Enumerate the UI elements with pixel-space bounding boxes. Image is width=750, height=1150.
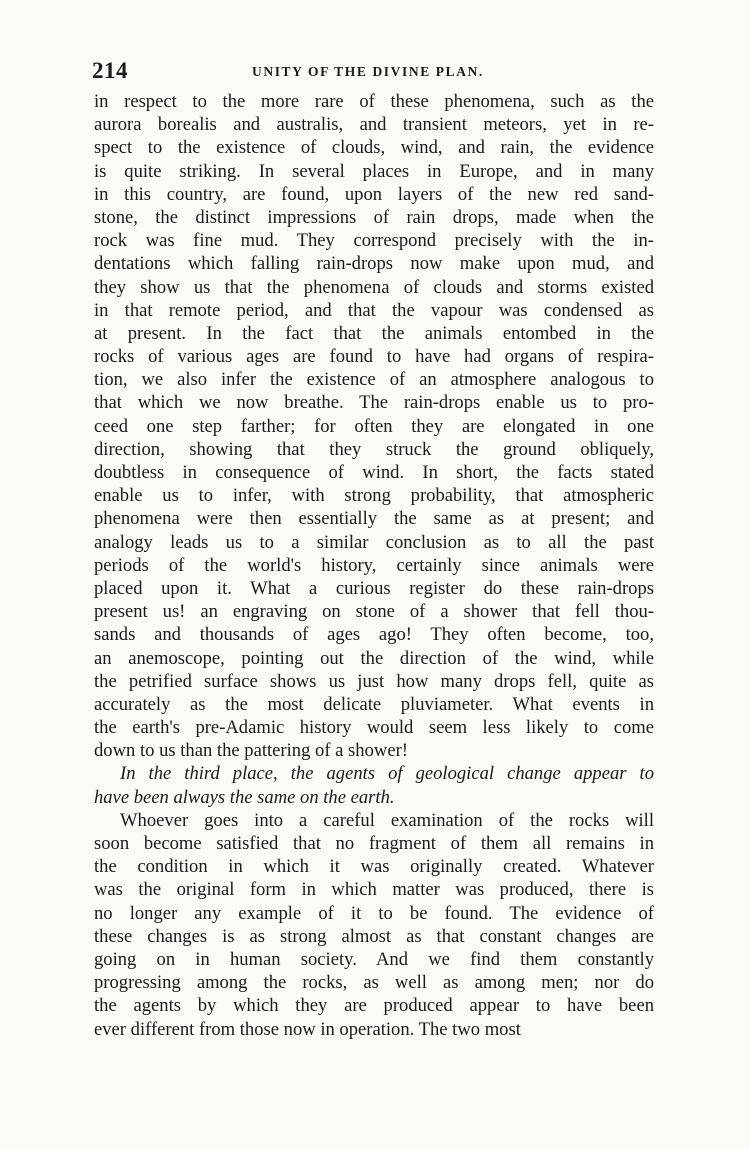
text-line: these changes is as strong almost as that constant changes are [94, 925, 654, 947]
text-line: phenomena were then essentially the same as at present; and [94, 508, 654, 530]
text-line: going on in human society. And we find them constantly [94, 948, 654, 970]
running-head [92, 58, 654, 88]
text-line: accurately as the most delicate pluviameter. What events in [94, 693, 654, 715]
text-line: the earth's pre-Adamic history would seem less likely to come [94, 717, 654, 739]
text-line: the agents by which they are produced appear to have been [94, 995, 654, 1017]
text-line: have been always the same on the earth. [94, 786, 395, 808]
text-line: direction, showing that they struck the ground obliquely, [94, 438, 654, 460]
text-line: stone, the distinct impressions of rain drops, made when the [94, 206, 654, 228]
text-line: progressing among the rocks, as well as among men; nor do [94, 972, 654, 994]
text-line: rocks of various ages are found to have had organs of respira- [94, 346, 654, 368]
text-line: the petrified surface shows us just how many drops fell, quite as [94, 670, 654, 692]
text-line: tion, we also infer the existence of an atmosphere analogous to [94, 369, 654, 391]
body-text [94, 90, 654, 1041]
text-line: placed upon it. What a curious register do these rain-drops [94, 577, 654, 599]
text-line: the condition in which it was originally created. Whatever [94, 856, 654, 878]
text-line: is quite striking. In several places in Europe, and in many [94, 160, 654, 182]
text-line: no longer any example of it to be found. The evidence of [94, 902, 654, 924]
text-line: down to us than the pattering of a shower! [94, 740, 408, 762]
text-line: rock was fine mud. They correspond precisely with the in- [94, 230, 654, 252]
text-line: Whoever goes into a careful examination of the rocks will [120, 809, 654, 831]
text-line: enable us to infer, with strong probability, that atmospheric [94, 485, 654, 507]
text-line: ever different from those now in operation. The two most [94, 1018, 521, 1040]
text-line: at present. In the fact that the animals entombed in the [94, 322, 654, 344]
text-line: In the third place, the agents of geological change appear to [120, 763, 654, 785]
text-line: spect to the existence of clouds, wind, and rain, the evidence [94, 137, 654, 159]
text-line: analogy leads us to a similar conclusion as to all the past [94, 531, 654, 553]
text-line: periods of the world's history, certainly since animals were [94, 554, 654, 576]
text-line: that which we now breathe. The rain-drops enable us to pro- [94, 392, 654, 414]
page-number: 214 [92, 58, 128, 83]
text-line: was the original form in which matter was produced, there is [94, 879, 654, 901]
running-title: UNITY OF THE DIVINE PLAN. [252, 64, 484, 79]
text-line: in that remote period, and that the vapour was condensed as [94, 299, 654, 321]
text-line: they show us that the phenomena of clouds and storms existed [94, 276, 654, 298]
text-line: ceed one step farther; for often they are elongated in one [94, 415, 654, 437]
italic-paragraph [94, 762, 654, 808]
text-line: sands and thousands of ages ago! They often become, too, [94, 624, 654, 646]
text-line: dentations which falling rain-drops now make upon mud, and [94, 253, 654, 275]
text-line: an anemoscope, pointing out the direction of the wind, while [94, 647, 654, 669]
text-line: in this country, are found, upon layers of the new red sand- [94, 183, 654, 205]
text-line: in respect to the more rare of these phenomena, such as the [94, 91, 654, 112]
paragraph [94, 809, 654, 1041]
text-line: doubtless in consequence of wind. In short, the facts stated [94, 462, 654, 483]
text-line: present us! an engraving on stone of a shower that fell thou- [94, 601, 654, 623]
text-line: soon become satisfied that no fragment of them all remains in [94, 833, 654, 854]
paragraph [94, 90, 654, 762]
text-line: aurora borealis and australis, and transient meteors, yet in re- [94, 114, 654, 136]
